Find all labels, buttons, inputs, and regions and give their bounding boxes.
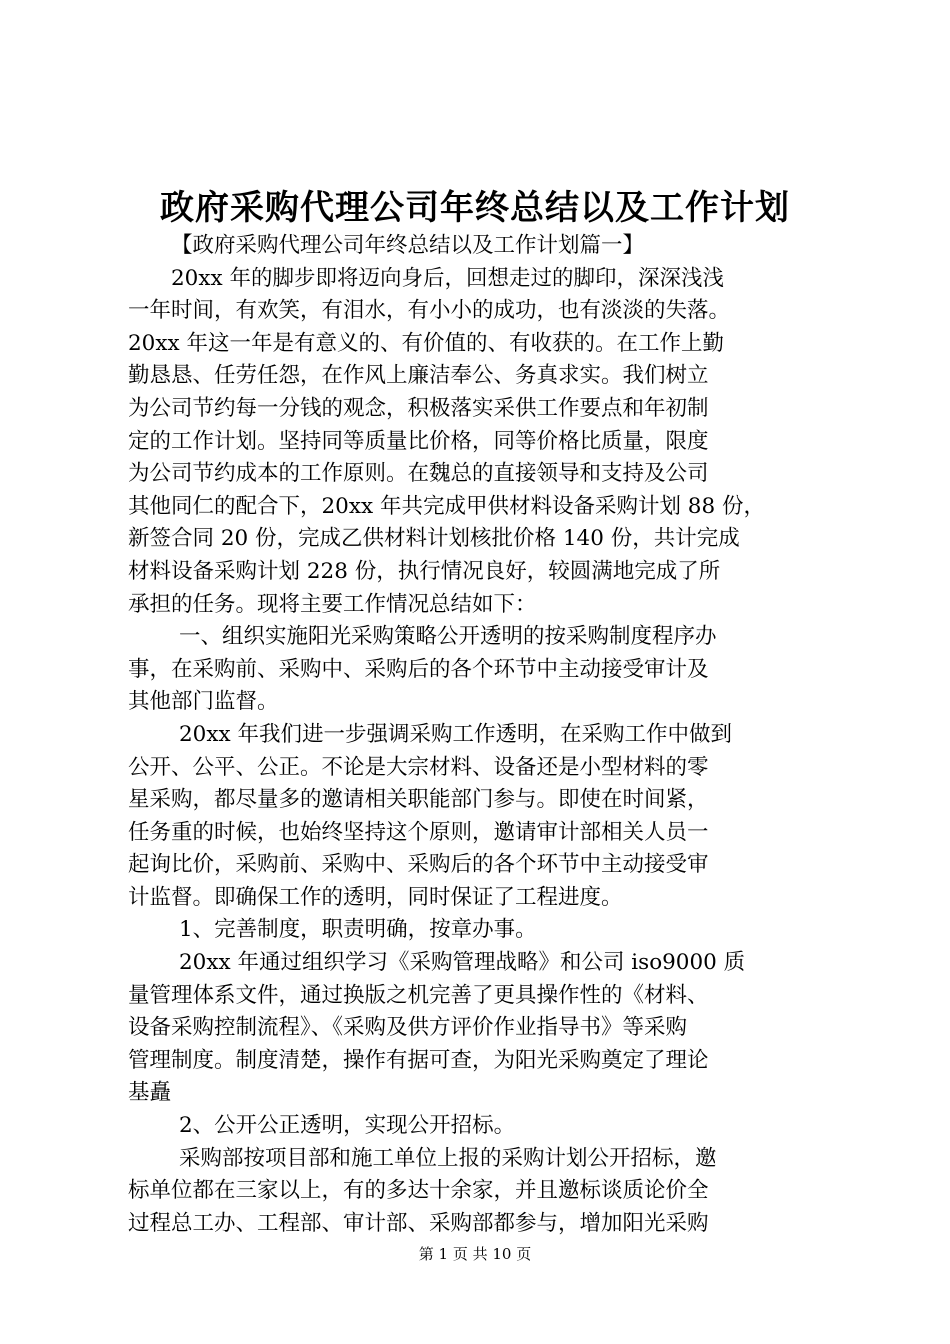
section-heading: 【政府采购代理公司年终总结以及工作计划篇一】 xyxy=(171,233,645,258)
document-body xyxy=(128,230,833,1240)
paragraph-line: 勤恳恳、任劳任怨，在作风上廉洁奉公、务真求实。我们树立 xyxy=(128,363,709,389)
paragraph-line: 新签合同 20 份，完成乙供材料计划核批价格 140 份，共计完成 xyxy=(128,526,740,552)
paragraph-line: 材料设备采购计划 228 份，执行情况良好，较圆满地完成了所 xyxy=(128,558,721,584)
paragraph-line: 承担的任务。现将主要工作情况总结如下： xyxy=(128,591,537,617)
paragraph-line: 其他同仁的配合下，20xx 年共完成甲供材料设备采购计划 88 份， xyxy=(128,493,765,519)
document-title: 政府采购代理公司年终总结以及工作计划 xyxy=(160,188,790,228)
paragraph-line: 过程总工办、工程部、审计部、采购部都参与，增加阳光采购 xyxy=(128,1210,709,1236)
paragraph-line: 公开、公平、公正。不论是大宗材料、设备还是小型材料的零 xyxy=(128,754,709,780)
page-number: 第 1 页 共 10 页 xyxy=(418,1245,532,1263)
paragraph-line: 为公司节约每一分钱的观念，积极落实采供工作要点和年初制 xyxy=(128,395,709,421)
paragraph-line: 计监督。即确保工作的透明，同时保证了工程进度。 xyxy=(128,884,623,910)
paragraph-line: 20xx 年的脚步即将迈向身后，回想走过的脚印，深深浅浅 xyxy=(171,265,724,291)
paragraph-line: 20xx 年通过组织学习《采购管理战略》和公司 iso9000 质 xyxy=(179,950,746,976)
paragraph-line: 起询比价，采购前、采购中、采购后的各个环节中主动接受审 xyxy=(128,852,709,878)
paragraph-line: 基矗 xyxy=(128,1080,172,1106)
paragraph-line: 20xx 年我们进一步强调采购工作透明，在采购工作中做到 xyxy=(179,721,732,747)
paragraph-line: 量管理体系文件，通过换版之机完善了更具操作性的《材料、 xyxy=(128,982,709,1008)
paragraph-line: 任务重的时候，也始终坚持这个原则，邀请审计部相关人员一 xyxy=(128,819,709,845)
paragraph-line: 管理制度。制度清楚，操作有据可查，为阳光采购奠定了理论 xyxy=(128,1047,709,1073)
paragraph-line: 为公司节约成本的工作原则。在魏总的直接领导和支持及公司 xyxy=(128,461,709,487)
paragraph-line: 标单位都在三家以上，有的多达十余家，并且邀标谈质论价全 xyxy=(128,1178,709,1204)
subheading-line: 2、公开公正透明，实现公开招标。 xyxy=(179,1113,516,1139)
paragraph-line: 事，在采购前、采购中、采购后的各个环节中主动接受审计及 xyxy=(128,656,709,682)
paragraph-line: 一、组织实施阳光采购策略公开透明的按采购制度程序办 xyxy=(179,624,717,650)
subheading-line: 1、完善制度，职责明确，按章办事。 xyxy=(179,917,537,943)
paragraph-line: 星采购，都尽量多的邀请相关职能部门参与。即使在时间紧， xyxy=(128,787,709,813)
paragraph-line: 设备采购控制流程》、《采购及供方评价作业指导书》等采购 xyxy=(128,1015,688,1041)
paragraph-line: 其他部门监督。 xyxy=(128,689,279,715)
paragraph-line: 采购部按项目部和施工单位上报的采购计划公开招标，邀 xyxy=(179,1145,717,1171)
paragraph-line: 20xx 年这一年是有意义的、有价值的、有收获的。在工作上勤 xyxy=(128,330,724,356)
paragraph-line: 定的工作计划。坚持同等质量比价格，同等价格比质量，限度 xyxy=(128,428,709,454)
paragraph-line: 一年时间，有欢笑，有泪水，有小小的成功，也有淡淡的失落。 xyxy=(128,298,731,324)
